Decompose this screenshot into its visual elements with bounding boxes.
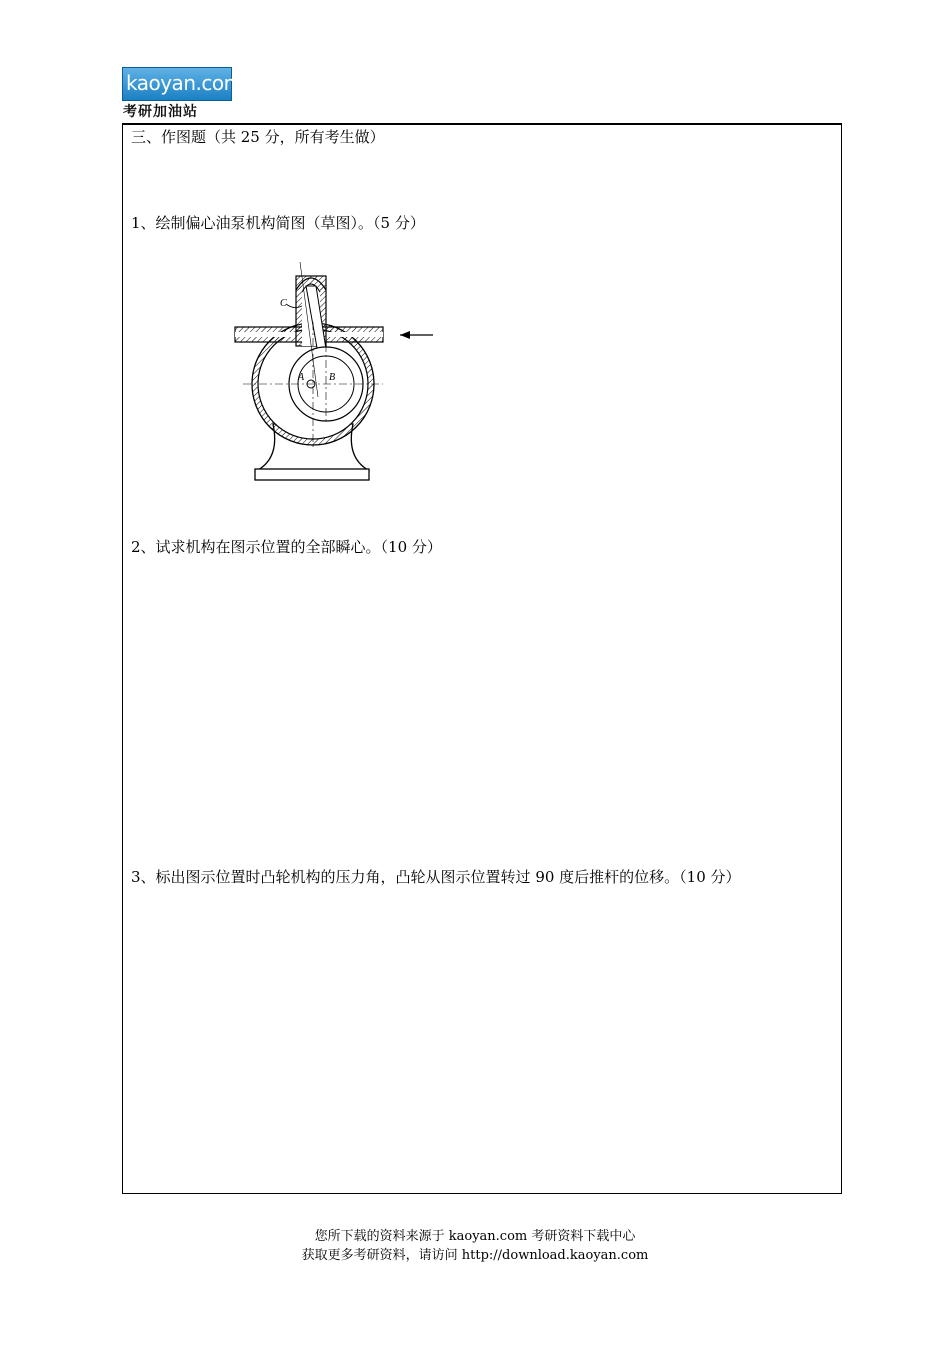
question-2: 2、试求机构在图示位置的全部瞬心。（10 分） bbox=[131, 538, 442, 556]
kaoyan-logo bbox=[122, 67, 243, 120]
footer-visit: 获取更多考研资料，请访问 http://download.kaoyan.com bbox=[301, 1248, 649, 1263]
label-c: C bbox=[280, 298, 287, 309]
section-title: 三、作图题（共 25 分，所有考生做） bbox=[131, 128, 385, 146]
logo-subtitle: 考研加油站 bbox=[123, 104, 198, 120]
question-3: 3、标出图示位置时凸轮机构的压力角，凸轮从图示位置转过 90 度后推杆的位移。（10 分） bbox=[131, 868, 741, 886]
label-a: A bbox=[298, 372, 305, 383]
logo-text: kaoyan.com bbox=[126, 71, 243, 95]
question-1: 1、绘制偏心油泵机构简图（草图）。（5 分） bbox=[131, 214, 425, 232]
logo-badge bbox=[122, 67, 243, 101]
base-plate bbox=[255, 469, 369, 480]
footer-source: 您所下载的资料来源于 kaoyan.com 考研资料下载中心 bbox=[314, 1229, 636, 1244]
eccentric-pump-figure bbox=[218, 262, 440, 488]
label-b: B bbox=[329, 372, 336, 383]
